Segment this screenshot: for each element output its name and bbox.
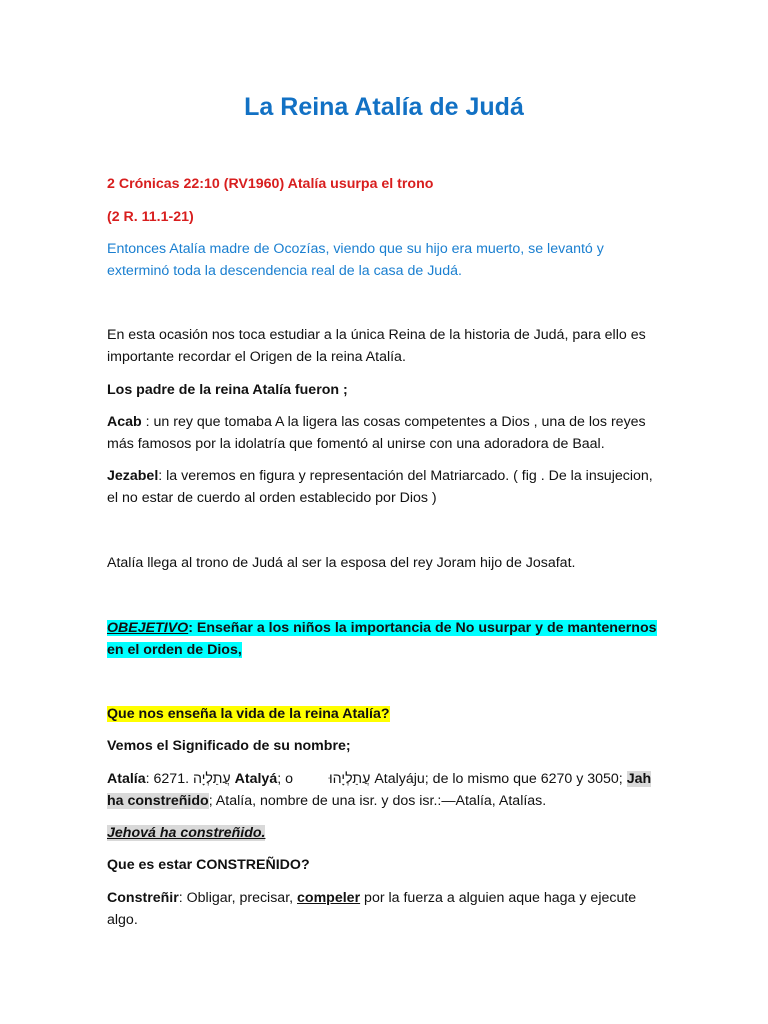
verse-text: Entonces Atalía madre de Ocozías, viendo que su hijo era muerto, se levantó y exterminó toda la descendencia real de la casa de Judá.: [107, 241, 604, 279]
throne-paragraph: Atalía llega al trono de Judá al ser la esposa del rey Joram hijo de Josafat.: [107, 555, 576, 571]
objective-text: : Enseñar a los niños la importancia de No usurpar y de mantenernos en el orden de Dios,: [107, 620, 657, 658]
definition-etymology: Atalyáju; de lo mismo que 6270 y 3050;: [370, 771, 627, 787]
definition-highlight: Jah ha constreñido: [107, 771, 652, 809]
definition-term-2: Atalyá: [234, 771, 278, 787]
acab-name: Acab: [107, 414, 142, 430]
constrenir-rest: por la fuerza a alguien aque haga y ejecute algo.: [107, 890, 637, 928]
jehova-highlight: Jehová ha constreñido.: [107, 825, 266, 841]
constrenido-question: Que es estar CONSTREÑIDO?: [107, 857, 310, 873]
constrenir-definition: [107, 887, 667, 931]
question-heading: [107, 703, 667, 725]
objective-paragraph: [107, 617, 667, 661]
intro-paragraph: En esta ocasión nos toca estudiar a la única Reina de la historia de Judá, para ello es importante recordar el Origen de la reina Atalía.: [107, 327, 646, 365]
meaning-heading: Vemos el Significado de su nombre;: [107, 738, 351, 754]
constrenir-synonyms: : Obligar, precisar,: [178, 890, 298, 906]
compeler-word: compeler: [297, 890, 361, 906]
hebrew-word-2: עֲתַלְיָהוּ: [329, 771, 371, 787]
definition-paragraph: [107, 768, 667, 812]
definition-number: : 6271.: [145, 771, 193, 787]
jezabel-name: Jezabel: [107, 468, 159, 484]
objective-label: OBEJETIVO: [107, 620, 189, 636]
jezabel-paragraph: [107, 465, 667, 509]
question-highlight: Que nos enseña la vida de la reina Atalía?: [107, 706, 390, 722]
definition-usage: ; Atalía, nombre de una isr. y dos isr.:—Atalía, Atalías.: [208, 793, 547, 809]
acab-text: : un rey que tomaba A la ligera las cosas competentes a Dios , una de los reyes más famosos por la idolatría que fomentó al unirse con una adoradora de Baal.: [107, 414, 646, 452]
scripture-reference: 2 Crónicas 22:10 (RV1960) Atalía usurpa el trono: [107, 176, 434, 192]
acab-paragraph: [107, 411, 667, 455]
definition-term: Atalía: [107, 771, 146, 787]
page-title: La Reina Atalía de Judá: [244, 93, 524, 121]
constrenir-term: Constreñir: [107, 890, 179, 906]
parents-heading: Los padre de la reina Atalía fueron ;: [107, 382, 348, 398]
definition-or: ; o: [277, 771, 293, 787]
parallel-reference: (2 R. 11.1-21): [107, 209, 194, 225]
jehova-line: [107, 822, 667, 844]
hebrew-word-1: עֲתַלְיָה: [192, 771, 231, 787]
jezabel-text: : la veremos en figura y representación del Matriarcado. ( fig . De la insujecion, el no estar de cuerdo al orden establecido por Dios ): [107, 468, 653, 506]
